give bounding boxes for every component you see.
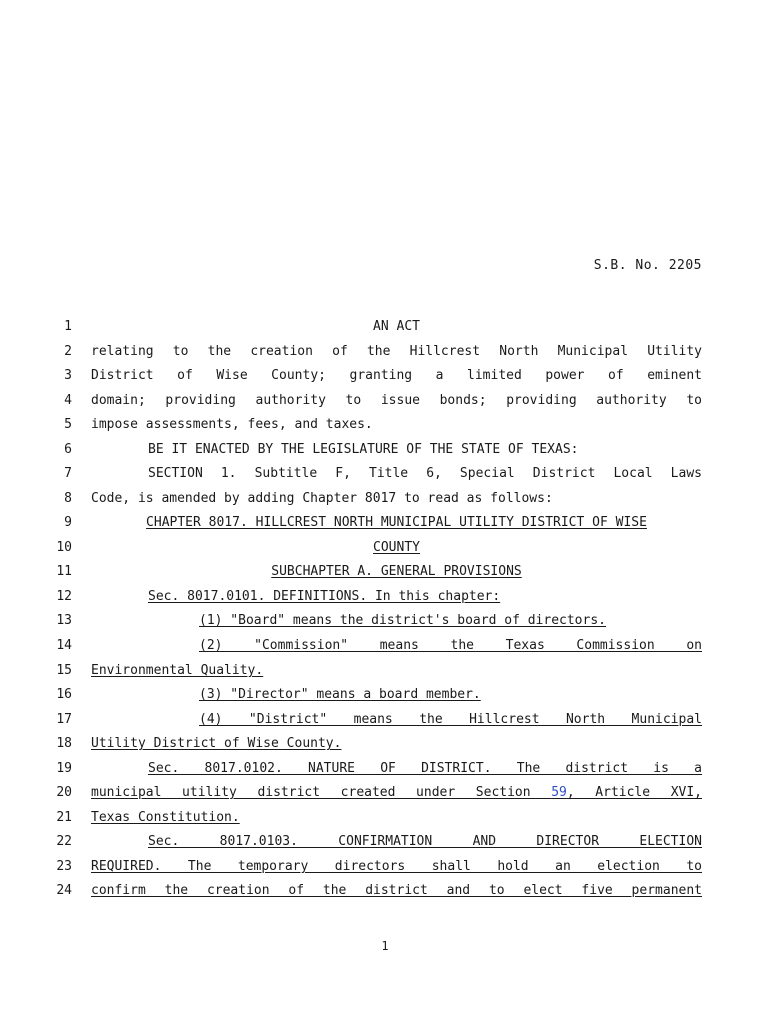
inserted-text: SUBCHAPTER A. GENERAL PROVISIONS [271, 564, 522, 579]
definition-item [199, 685, 702, 705]
line-number: 16 [56, 687, 72, 702]
inserted-text: (3) "Director" means a board member. [199, 687, 481, 702]
section-59-link[interactable]: 59 [551, 785, 567, 800]
numbered-line [0, 366, 770, 386]
line-text: SECTION 1. Subtitle F, Title 6, Special District Local Laws [148, 466, 702, 481]
numbered-line [0, 440, 770, 460]
line-number: 17 [56, 712, 72, 727]
line-number: 19 [56, 761, 72, 776]
numbered-line [0, 661, 770, 681]
numbered-line [0, 881, 770, 901]
line-number: 11 [56, 564, 72, 579]
line-text: REQUIRED. The temporary directors shall hold an election to [91, 859, 702, 874]
inserted-text: CHAPTER 8017. HILLCREST NORTH MUNICIPAL UTILITY DISTRICT OF WISE [146, 515, 647, 530]
numbered-line [0, 710, 770, 730]
inserted-text: COUNTY [373, 540, 420, 555]
line-number: 13 [56, 613, 72, 628]
inserted-text: Utility District of Wise County. [91, 736, 342, 751]
numbered-line [0, 562, 770, 582]
line-number: 5 [64, 417, 72, 432]
numbered-line [0, 464, 770, 484]
chapter-heading [91, 538, 702, 558]
inserted-text: Texas Constitution. [91, 810, 240, 825]
line-text: relating to the creation of the Hillcrest North Municipal Utility [91, 344, 702, 359]
numbered-line [0, 611, 770, 631]
definition-item: (4) "District" means the Hillcrest North Municipal [199, 712, 702, 727]
definition-item [199, 611, 702, 631]
chapter-heading [91, 513, 702, 533]
numbered-line [0, 317, 770, 337]
line-number: 6 [64, 442, 72, 457]
line-text: confirm the creation of the district and to elect five permanent [91, 883, 702, 898]
subchapter-heading [91, 562, 702, 582]
act-heading: AN ACT [373, 319, 420, 334]
section-heading: Sec. 8017.0103. CONFIRMATION AND DIRECTOR ELECTION [148, 834, 702, 849]
numbered-line [0, 489, 770, 509]
numbered-line [0, 685, 770, 705]
line-number: 22 [56, 834, 72, 849]
inserted-text: , Article XVI, [566, 785, 702, 800]
line-number: 1 [64, 319, 72, 334]
line-text: impose assessments, fees, and taxes. [91, 417, 373, 432]
inserted-text: (1) "Board" means the district's board of directors. [199, 613, 606, 628]
line-number: 20 [56, 785, 72, 800]
section-heading [148, 587, 702, 607]
inserted-text: Sec. 8017.0101. DEFINITIONS. In this chapter: [148, 589, 501, 604]
line-number: 14 [56, 638, 72, 653]
line-number: 3 [64, 368, 72, 383]
line-number: 9 [64, 515, 72, 530]
numbered-line [0, 783, 770, 803]
line-number: 10 [56, 540, 72, 555]
line-number: 7 [64, 466, 72, 481]
line-number: 18 [56, 736, 72, 751]
numbered-line [0, 391, 770, 411]
line-text: District of Wise County; granting a limited power of eminent [91, 368, 702, 383]
bill-number: S.B. No. 2205 [593, 258, 702, 273]
line-number: 23 [56, 859, 72, 874]
enacting-clause: BE IT ENACTED BY THE LEGISLATURE OF THE STATE OF TEXAS: [148, 442, 579, 457]
numbered-line [0, 808, 770, 828]
line-text [91, 661, 702, 681]
numbered-line [0, 832, 770, 852]
line-text: Code, is amended by adding Chapter 8017 to read as follows: [91, 491, 553, 506]
line-number: 21 [56, 810, 72, 825]
definition-item: (2) "Commission" means the Texas Commission on [199, 638, 702, 653]
numbered-line [0, 636, 770, 656]
inserted-text: municipal utility district created under Section [91, 785, 552, 800]
line-number: 24 [56, 883, 72, 898]
numbered-line [0, 734, 770, 754]
numbered-line [0, 342, 770, 362]
line-number: 15 [56, 663, 72, 678]
numbered-line [0, 513, 770, 533]
numbered-line [0, 538, 770, 558]
line-number: 4 [64, 393, 72, 408]
line-text [91, 783, 702, 803]
numbered-line [0, 587, 770, 607]
inserted-text: Environmental Quality. [91, 663, 264, 678]
numbered-line [0, 759, 770, 779]
line-text [91, 808, 702, 828]
line-number: 8 [64, 491, 72, 506]
line-number: 2 [64, 344, 72, 359]
numbered-line [0, 415, 770, 435]
section-heading: Sec. 8017.0102. NATURE OF DISTRICT. The district is a [148, 761, 702, 776]
line-text [91, 734, 702, 754]
page-number: 1 [381, 939, 389, 953]
line-text: domain; providing authority to issue bonds; providing authority to [91, 393, 702, 408]
numbered-line [0, 857, 770, 877]
line-number: 12 [56, 589, 72, 604]
